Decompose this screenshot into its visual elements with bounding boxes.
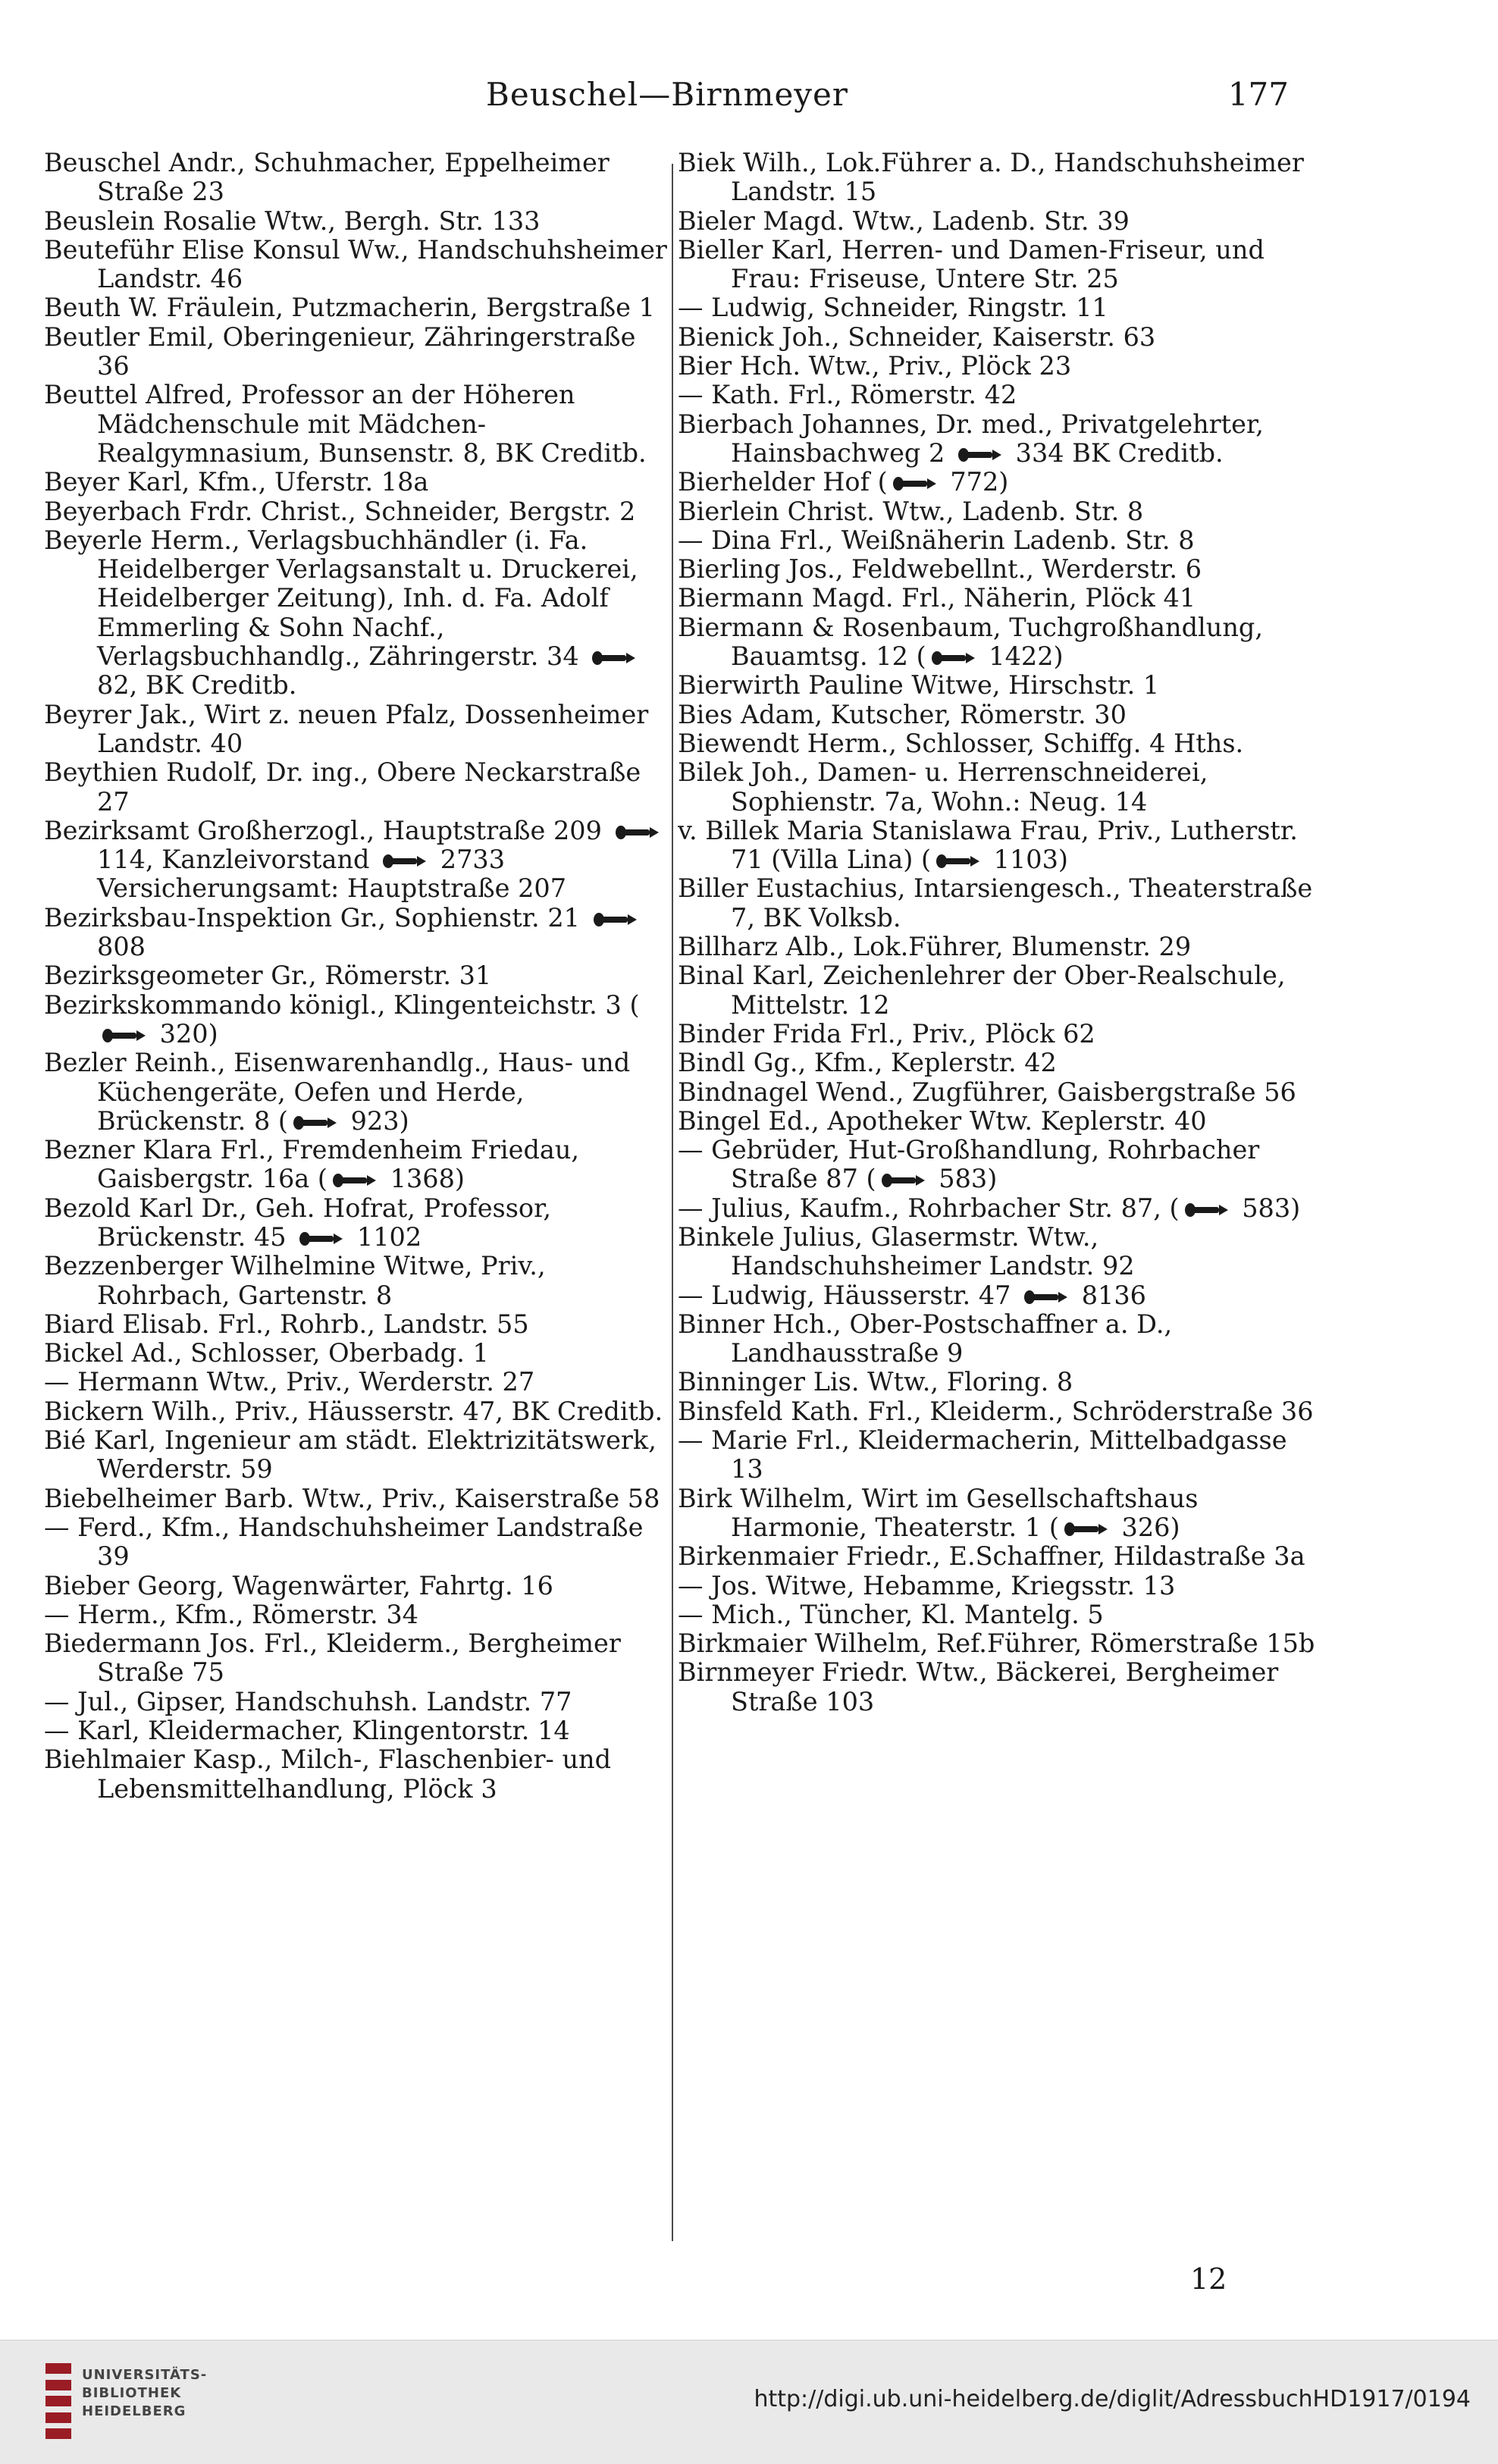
telephone-icon <box>957 447 1003 463</box>
directory-entry: Bezirksamt Großherzogl., Hauptstraße 209 114, Kanzleivorstand 2733 Versicherungsamt: Hauptstraße 207 <box>44 817 667 904</box>
directory-entry: Bindnagel Wend., Zugführer, Gaisbergstraße 56 <box>678 1077 1296 1107</box>
logo-line: BIBLIOTHEK <box>82 2385 182 2401</box>
directory-entry: Birkenmaier Friedr., E.Schaffner, Hildastraße 3a <box>678 1541 1305 1572</box>
directory-entry: Binal Karl, Zeichenlehrer der Ober-Realschule, Mittelstr. 12 <box>678 961 1286 1020</box>
logo-line: UNIVERSITÄTS- <box>82 2367 208 2383</box>
footer-bar <box>0 2340 1498 2464</box>
directory-entry: Bezner Klara Frl., Fremdenheim Friedau, Gaisbergstr. 16a ( 1368) <box>44 1135 580 1194</box>
directory-entry: Bieler Magd. Wtw., Ladenb. Str. 39 <box>678 205 1130 236</box>
directory-entry: — Hermann Wtw., Priv., Werderstr. 27 <box>44 1367 535 1397</box>
directory-entry: Beyrer Jak., Wirt z. neuen Pfalz, Dossenheimer Landstr. 40 <box>44 699 649 758</box>
directory-entry: Biller Eustachius, Intarsiengesch., Theaterstraße 7, BK Volksb. <box>678 873 1313 933</box>
directory-entry: Bezirksbau-Inspektion Gr., Sophienstr. 21 808 <box>44 904 667 962</box>
directory-entry: Biedermann Jos. Frl., Kleiderm., Bergheimer Straße 75 <box>44 1629 621 1688</box>
directory-entry: Biebelheimer Barb. Wtw., Priv., Kaiserstraße 58 <box>44 1483 660 1513</box>
directory-entry: — Gebrüder, Hut-Großhandlung, Rohrbacher Straße 87 ( 583) <box>678 1135 1260 1194</box>
directory-entry: Bieber Georg, Wagenwärter, Fahrtg. 16 <box>44 1570 553 1600</box>
telephone-icon <box>935 853 981 870</box>
directory-entry: Bezler Reinh., Eisenwarenhandlg., Haus- und Küchengeräte, Oefen und Herde, Brückenstr. 8 ( 923) <box>44 1048 631 1136</box>
directory-entry: — Ludwig, Schneider, Ringstr. 11 <box>678 293 1108 323</box>
directory-entry: Bier Hch. Wtw., Priv., Plöck 23 <box>678 351 1072 381</box>
directory-entry: Bindl Gg., Kfm., Keplerstr. 42 <box>678 1048 1057 1078</box>
directory-entry: Bilek Joh., Damen- u. Herrenschneiderei, Sophienstr. 7a, Wohn.: Neug. 14 <box>678 757 1208 817</box>
directory-entry: Bierbach Johannes, Dr. med., Privatgelehrter, Hainsbachweg 2 334 BK Creditb. <box>678 409 1264 468</box>
directory-entry: Binder Frida Frl., Priv., Plöck 62 <box>678 1018 1095 1049</box>
directory-entry: Bezold Karl Dr., Geh. Hofrat, Professor, Brückenstr. 45 1102 <box>44 1193 552 1252</box>
directory-entry: Birnmeyer Friedr. Wtw., Bäckerei, Bergheimer Straße 103 <box>678 1657 1279 1716</box>
directory-entry: Beyer Karl, Kfm., Uferstr. 18a <box>44 467 429 497</box>
telephone-icon <box>892 475 938 492</box>
directory-entry: Bickel Ad., Schlosser, Oberbadg. 1 <box>44 1338 489 1368</box>
telephone-icon <box>299 1230 344 1247</box>
directory-entry: Bierlein Christ. Wtw., Ladenb. Str. 8 <box>678 496 1144 526</box>
directory-entry: Beuteführ Elise Konsul Ww., Handschuhsheimer Landstr. 46 <box>44 234 667 294</box>
directory-entry: Bienick Joh., Schneider, Kaiserstr. 63 <box>678 321 1156 352</box>
directory-entry: — Herm., Kfm., Römerstr. 34 <box>44 1599 418 1629</box>
directory-columns <box>44 149 1318 2256</box>
directory-entry: — Jul., Gipser, Handschuhsh. Landstr. 77 <box>44 1686 572 1716</box>
right-column <box>678 149 1318 2256</box>
directory-entry: Binkele Julius, Glasermstr. Wtw., Handschuhsheimer Landstr. 92 <box>678 1221 1135 1281</box>
column-divider <box>672 164 673 2241</box>
telephone-icon <box>931 650 976 666</box>
directory-entry: Bezirksgeometer Gr., Römerstr. 31 <box>44 961 492 991</box>
directory-entry: — Marie Frl., Kleidermacherin, Mittelbadgasse 13 <box>678 1425 1287 1484</box>
left-column <box>44 149 667 2256</box>
library-logo-icon <box>45 2363 71 2439</box>
telephone-icon <box>332 1172 378 1189</box>
directory-entry: Beyerbach Frdr. Christ., Schneider, Bergstr. 2 <box>44 496 636 526</box>
directory-entry: Beutler Emil, Oberingenieur, Zähringerstraße 36 <box>44 321 636 381</box>
telephone-icon <box>1023 1289 1069 1306</box>
directory-entry: v. Billek Maria Stanislawa Frau, Priv., Lutherstr. 71 (Villa Lina) ( 1103) <box>678 815 1298 875</box>
directory-entry: Bieller Karl, Herren- und Damen-Friseur, und Frau: Friseuse, Untere Str. 25 <box>678 234 1265 294</box>
directory-entry: Biermann Magd. Frl., Näherin, Plöck 41 <box>678 583 1196 613</box>
directory-entry: Bierwirth Pauline Witwe, Hirschstr. 1 <box>678 670 1160 701</box>
directory-entry: — Ferd., Kfm., Handschuhsheimer Landstraße 39 <box>44 1512 644 1572</box>
directory-entry: Billharz Alb., Lok.Führer, Blumenstr. 29 <box>678 932 1192 962</box>
directory-entry: Bié Karl, Ingenieur am städt. Elektrizitätswerk, Werderstr. 59 <box>44 1425 657 1484</box>
page-header <box>45 76 1289 129</box>
directory-entry: Bierling Jos., Feldwebellnt., Werderstr. 6 <box>678 554 1202 585</box>
source-link[interactable]: http://digi.ub.uni-heidelberg.de/diglit/AdressbuchHD1917/0194 <box>754 2386 1471 2412</box>
directory-entry: Birkmaier Wilhelm, Ref.Führer, Römerstraße 15b <box>678 1629 1315 1659</box>
telephone-icon <box>1064 1521 1109 1538</box>
directory-entry: Beuschel Andr., Schuhmacher, Eppelheimer Straße 23 <box>44 149 610 207</box>
directory-entry: Binner Hch., Ober-Postschaffner a. D., Landhausstraße 9 <box>678 1309 1173 1368</box>
directory-entry: — Julius, Kaufm., Rohrbacher Str. 87, ( 583) <box>678 1193 1301 1223</box>
telephone-icon <box>102 1027 147 1044</box>
directory-entry: — Jos. Witwe, Hebamme, Kriegsstr. 13 <box>678 1570 1176 1600</box>
directory-entry: Biard Elisab. Frl., Rohrb., Landstr. 55 <box>44 1309 529 1339</box>
directory-entry: Bickern Wilh., Priv., Häusserstr. 47, BK Creditb. <box>44 1396 663 1426</box>
library-logo-text <box>82 2366 207 2421</box>
directory-entry: Birk Wilhelm, Wirt im Gesellschaftshaus Harmonie, Theaterstr. 1 ( 326) <box>678 1483 1199 1542</box>
directory-entry: — Kath. Frl., Römerstr. 42 <box>678 380 1017 410</box>
directory-entry: Beyerle Herm., Verlagsbuchhändler (i. Fa. Heidelberger Verlagsanstalt u. Druckerei, Heidelberger Zeitung), Inh. d. Fa. Adolf Emmerling & Sohn Nachf., Verlagsbuchhandlg., Zähringerstr. 34 82, BK Creditb. <box>44 525 638 701</box>
directory-entry: Binsfeld Kath. Frl., Kleiderm., Schröderstraße 36 <box>678 1396 1314 1426</box>
directory-entry: Bezzenberger Wilhelmine Witwe, Priv., Rohrbach, Gartenstr. 8 <box>44 1251 546 1310</box>
directory-entry: Bezirkskommando königl., Klingenteichstr. 3 ( 320) <box>44 989 640 1049</box>
telephone-icon <box>1184 1202 1230 1218</box>
directory-entry: Beythien Rudolf, Dr. ing., Obere Neckarstraße 27 <box>44 757 641 817</box>
telephone-icon <box>293 1114 338 1131</box>
directory-entry: Beuttel Alfred, Professor an der Höheren Mädchenschule mit Mädchen-Realgymnasium, Bunsenstr. 8, BK Creditb. <box>44 380 647 468</box>
telephone-icon <box>881 1172 926 1189</box>
page-number: 177 <box>1227 76 1289 113</box>
telephone-icon <box>615 824 660 841</box>
directory-entry: — Karl, Kleidermacher, Klingentorstr. 14 <box>44 1716 570 1746</box>
logo-line: HEIDELBERG <box>82 2403 186 2419</box>
directory-entry: Biewendt Herm., Schlosser, Schiffg. 4 Hths. <box>678 728 1244 758</box>
running-title: Beuschel—Birnmeyer <box>486 76 848 113</box>
directory-entry: Biek Wilh., Lok.Führer a. D., Handschuhsheimer Landstr. 15 <box>678 149 1304 207</box>
directory-entry: Bies Adam, Kutscher, Römerstr. 30 <box>678 699 1127 729</box>
directory-entry: Binninger Lis. Wtw., Floring. 8 <box>678 1367 1073 1397</box>
directory-entry: Bierhelder Hof ( 772) <box>678 467 1009 497</box>
sheet-signature: 12 <box>1190 2262 1227 2296</box>
telephone-icon <box>382 853 428 870</box>
directory-entry: Beuth W. Fräulein, Putzmacherin, Bergstraße 1 <box>44 293 655 323</box>
directory-entry: — Ludwig, Häusserstr. 47 8136 <box>678 1280 1146 1310</box>
directory-entry: Biehlmaier Kasp., Milch-, Flaschenbier- und Lebensmittelhandlung, Plöck 3 <box>44 1745 612 1804</box>
directory-entry: Beuslein Rosalie Wtw., Bergh. Str. 133 <box>44 205 541 236</box>
directory-entry: Bingel Ed., Apotheker Wtw. Keplerstr. 40 <box>678 1105 1207 1136</box>
directory-entry: — Mich., Tüncher, Kl. Mantelg. 5 <box>678 1599 1104 1629</box>
telephone-icon <box>591 650 637 666</box>
directory-entry: Biermann & Rosenbaum, Tuchgroßhandlung, Bauamtsg. 12 ( 1422) <box>678 612 1264 672</box>
directory-entry: — Dina Frl., Weißnäherin Ladenb. Str. 8 <box>678 525 1195 555</box>
telephone-icon <box>593 911 638 928</box>
